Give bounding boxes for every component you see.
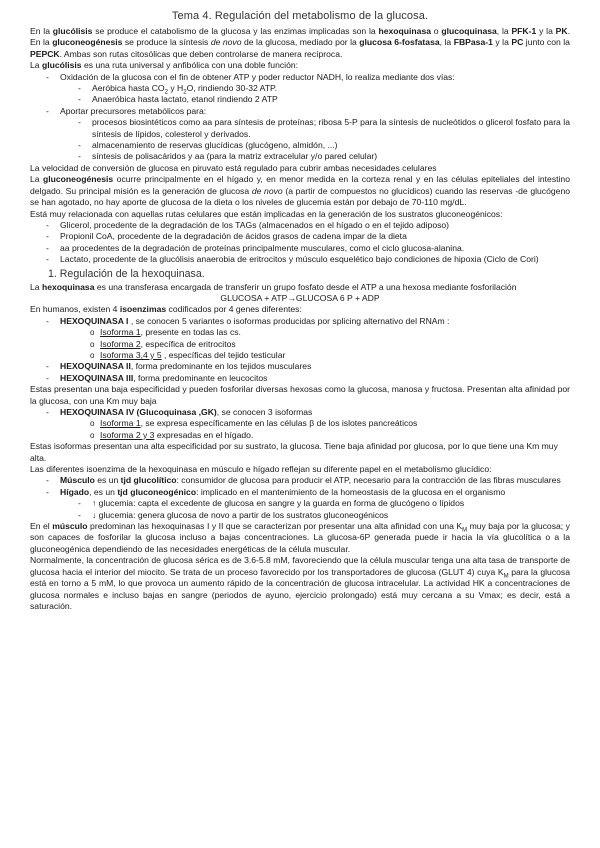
intro-paragraph: En la glucólisis se produce el catabolismo de la glucosa y las enzimas implicadas son la hexoquinasa o glucoquinasa, la PFK-1 y la PK. En la gluconeogénesis se produce la síntesis de novo de la glucosa, mediado por la glucosa 6-fosfatasa, la FBPasa-1 y la PC junto con la PEPCK. Ambas son rutas citosólicas que deben controlarse de manera recíproca.	[30, 26, 570, 59]
list-item: - procesos biosintéticos como aa para síntesis de proteínas; ribosa 5-P para la síntesis de nucleótidos o glicerol fosfato para la síntesis de lípidos, colesterol y derivados.	[78, 117, 570, 139]
list-item-aerobica: - Aeróbica hasta $CO_2$ y $H_2O$, rindiendo 30-32 ATP.	[78, 83, 278, 96]
list-item-oxidacion: - Oxidación de la glucosa con el fin de obtener ATP y poder reductor NADH, lo realiza mediante dos vías:	[46, 71, 455, 82]
list-item-glucemia-baja: - ↓ glucemia: genera glucosa de novo a partir de los sustratos gluconeogénicos	[78, 509, 389, 520]
list-item-isoforma: o Isoforma 1, se expresa específicamente en las células β de los islotes pancreáticos	[90, 418, 418, 429]
list-item: - almacenamiento de reservas glucídicas (glucógeno, almidón, ...)	[78, 140, 338, 151]
list-item-hk3: - HEXOQUINASA III, forma predominante en leucocitos	[46, 372, 268, 383]
page-title: Tema 4. Regulación del metabolismo de la glucosa.	[171, 10, 429, 22]
normalmente-paragraph: Normalmente, la concentración de glucosa sérica es de 3.6-5.8 mM, favoreciendo que la célula muscular tenga una alta tasa de transporte de glucosa hacia el interior del miocito. Se trata de un proceso favorecido por los transportadores de glucosa (GLUT 4) cuya $K_M$ para la glucosa está en torno a 5 mM, lo que provoca un aumento rápido de la concentración de glucosa intracelular. La actividad HK a concentraciones de glucosa normales e incluso bajas en sangre (periodos de ayuno, ejercicio prolongado) está muy cercana a su Vmax; es decir, está a saturación.	[30, 555, 570, 611]
hexoquinasa-definition: La hexoquinasa es una transferasa encargada de transferir un grupo fosfato desde el ATP a una hexosa mediante fosforilación	[30, 281, 517, 292]
list-item-isoforma: o Isoforma 3,4 y 5 , específicas del tejido testicular	[90, 349, 286, 360]
musculo-paragraph: En el músculo predominan las hexoquinasas I y II que se caracterizan por presentar una alta afinidad con una $K_M$ muy baja por la glucosa; y son capaces de fosforilar la glucosa incluso a bajas concentraciones. La glucosa-6P generada puede ir hacia la vía glucolítica o a la gluconeogénica dependiendo de las necesidades energéticas de la célula muscular.	[30, 521, 570, 554]
gluconeogenesis-paragraph: La gluconeogénesis ocurre principalmente en el hígado y, en menor medida en la corteza renal y en las células epiteliales del intestino delgado. Su principal misión es la generación de glucosa de novo (a partir de compuestos no glucídicos) cuando las reservas -de glucógeno se han agotado, no hay aporte de glucosa de la dieta o los niveles de glucemia están por debajo de 70-110 mg/dL.	[30, 174, 571, 208]
baja-especificidad-paragraph: Estas presentan una baja especificidad y pueden fosforilar diversas hexosas como la glucosa, manosa y fructosa. Presentan alta afinidad por la glucosa, con una Km muy baja	[30, 384, 570, 406]
document-page	[30, 10, 570, 612]
diferentes-paragraph: Las diferentes isoenzima de la hexoquinasa en músculo e hígado reflejan su diferente papel en el metabolismo glucídico:	[30, 464, 492, 475]
glucolisis-line: La glucólisis es una ruta universal y anfibólica con una doble función:	[30, 60, 299, 71]
list-item-aa: - aa procedentes de la degradación de proteínas principalmente musculares, como el ciclo glucosa-alanina.	[46, 242, 465, 253]
list-item-higado: - Hígado, es un tjd gluconeogénico: implicado en el mantenimiento de la homeostasis de la glucosa en el organismo	[46, 486, 506, 497]
list-item-musculo: - Músculo es un tjd glucolítico: consumidor de glucosa para producir el ATP, necesario para la contracción de las fibras musculares	[46, 475, 561, 486]
list-item-propionil: - Propionil CoA, procedente de la degradación de ácidos grasos de cadena impar de la dieta	[46, 231, 407, 242]
list-item-isoforma: o Isoforma 2 y 3 expresadas en el hígado.	[90, 429, 254, 440]
list-item-isoforma: o Isoforma 2, específica de eritrocitos	[90, 338, 236, 349]
list-item-anaerobica: - Anaeróbica hasta lactato, etanol rindiendo 2 ATP	[78, 94, 278, 105]
humanos-line: En humanos, existen 4 isoenzimas codificados por 4 genes diferentes:	[30, 304, 302, 315]
list-item-lactato: - Lactato, procedente de la glucólisis anaerobia de eritrocitos y músculo esquelético bajo condiciones de hipoxia (Ciclo de Cori)	[46, 254, 539, 265]
list-item-glucemia-alta: - ↑ glucemia: capta el excedente de glucosa en sangre y la guarda en forma de glucógeno o lípidos	[78, 498, 465, 509]
list-item-hk4: - HEXOQUINASA IV (Glucoquinasa ,GK), se conocen 3 isoformas	[46, 407, 313, 417]
list-item-isoforma: o Isoforma 1, presente en todas las cs.	[90, 327, 241, 338]
section-heading: 1. Regulación de la hexoquinasa.	[48, 267, 205, 280]
velocidad-paragraph: La velocidad de conversión de glucosa en piruvato está regulado para cubrir ambas necesidades celulares	[30, 162, 437, 173]
relacionada-paragraph: Está muy relacionada con aquellas rutas celulares que están implicadas en la generación de los sustratos gluconeogénicos:	[30, 208, 503, 219]
list-item-hk1: - HEXOQUINASA I , se conocen 5 variantes o isoformas producidas por splicing alternativo del RNAm :	[46, 315, 450, 326]
list-item: - síntesis de polisacáridos y aa (para la matriz extracelular y/o pared celular)	[78, 151, 378, 162]
list-item-precursores: - Aportar precursores metabólicos para:	[46, 105, 207, 116]
reaction-equation: GLUCOSA + ATP→GLUCOSA 6 P + ADP	[220, 292, 380, 303]
list-item-hk2: - HEXOQUINASA II, forma predominante en los tejidos musculares	[46, 361, 312, 372]
list-item-glicerol: - Glicerol, procedente de la degradación de los TAGs (almacenados en el hígado o en el tejido adiposo)	[46, 219, 450, 230]
alta-especificidad-paragraph: Estas isoformas presentan una alta especificidad por su sustrato, la glucosa. Tiene baja afinidad por glucosa, por lo que tiene una Km muy alta.	[30, 441, 558, 463]
